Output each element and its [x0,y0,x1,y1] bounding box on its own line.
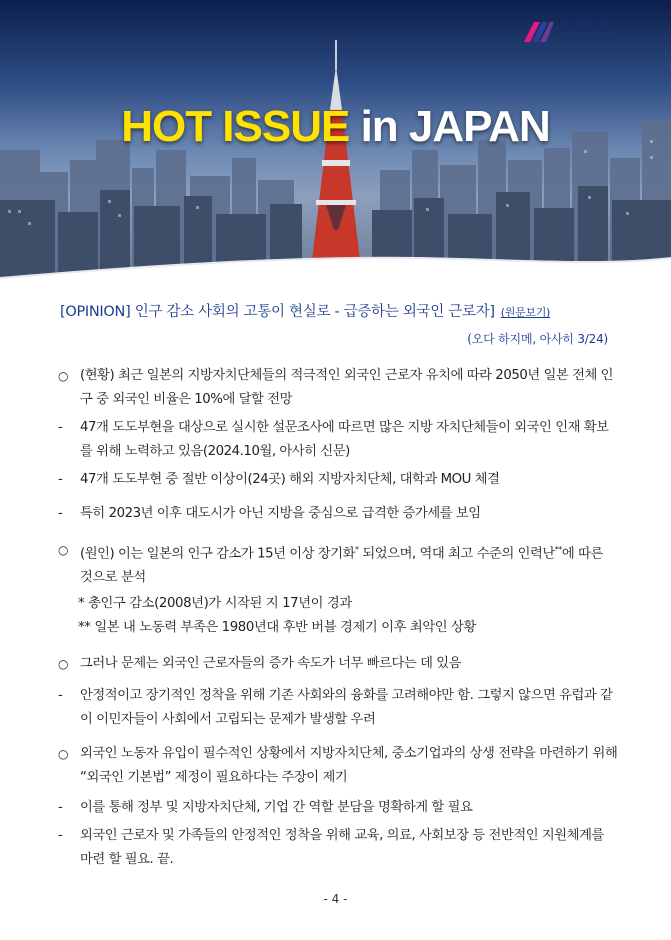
headline-text: [OPINION] 인구 감소 사회의 고통이 현실로 - 급증하는 외국인 근로자] [60,304,495,320]
paragraph-cause [58,538,618,590]
bullet-circle: ○ [58,747,69,761]
cause-text-1: (원인) 이는 일본의 인구 감소가 15년 이상 장기화 [80,546,356,562]
bullet-dash: - [58,420,63,435]
cause-text-2: 되었으며, 역대 최고 수준의 인력난 [358,546,555,562]
footnote-mark-2: ** [554,545,562,554]
footnote-1: * 총인구 감소(2008년)가 시작된 지 17년이 경과 [78,596,352,611]
banner-wave-divider [0,244,671,282]
detail-text: 47개 도도부현 중 절반 이상이(24곳) 해외 지방자치단체, 대학과 MOU 체결 [80,472,500,487]
banner-title [0,102,671,152]
detail-support [58,824,618,872]
bullet-dash: - [58,472,63,487]
paragraph-status [58,364,618,412]
bullet-circle: ○ [58,369,69,383]
logo-text: KITA [560,18,612,34]
bullet-dash: - [58,800,63,815]
page-number: - 4 - [323,892,348,906]
bullet-dash: - [58,506,63,521]
bullet-dash: - [58,688,63,703]
logo-url: www.tradeKorea.com [560,36,618,42]
detail-text: 이를 통해 정부 및 지방자치단체, 기업 간 역할 분담을 명확하게 할 필요 [80,800,473,815]
detail-text: 47개 도도부현을 대상으로 실시한 설문조사에 따르면 많은 지방 자치단체들이 외국인 인재 확보를 위해 노력하고 있음(2024.10월, 아사히 신문) [80,420,609,459]
article-source: (오다 하지메, 아사히 3/24) [467,332,608,346]
cause-text-3: 에 따른 것으로 분석 [80,546,603,586]
original-article-link[interactable]: (원문보기) [500,306,551,319]
paragraph-text: 그러나 문제는 외국인 근로자들의 증가 속도가 너무 빠르다는 데 있음 [80,656,462,671]
detail-roles [58,796,618,820]
banner-title-rest: in JAPAN [360,102,550,151]
paragraph-text [58,538,618,590]
detail-text: 안정적이고 장기적인 정착을 위해 기존 사회와의 융화를 고려해야만 함. 그렇지 않으면 유럽과 같이 이민자들이 사회에서 고립되는 문제가 발생할 우려 [80,688,613,727]
bullet-circle: ○ [58,543,69,557]
detail-text: 외국인 근로자 및 가족들의 안정적인 정착을 위해 교육, 의료, 사회보장 등 전반적인 지원체계를 마련 할 필요. 끝. [80,828,604,867]
detail-integration [58,684,618,732]
article-headline [60,300,660,321]
paragraph-text: (현황) 최근 일본의 지방자치단체들의 적극적인 외국인 근로자 유치에 따라 2050년 일본 전체 인구 중 외국인 비율은 10%에 달할 전망 [80,368,614,407]
header-banner [0,0,671,282]
banner-title-highlight: HOT ISSUE [121,102,350,151]
paragraph-problem [58,652,618,676]
paragraph-proposal [58,742,618,790]
footnote-2: ** 일본 내 노동력 부족은 1980년대 후반 버블 경제기 이후 최악인 상황 [78,620,476,635]
bullet-dash: - [58,828,63,843]
kita-logo-icon [520,16,554,44]
kita-logo [520,14,645,50]
detail-survey [58,416,618,464]
paragraph-text: 외국인 노동자 유입이 필수적인 상황에서 지방자치단체, 중소기업과의 상생 전략을 마련하기 위해 “외국인 기본법” 제정이 필요하다는 주장이 제기 [80,746,618,785]
detail-trend [58,502,618,526]
bullet-circle: ○ [58,657,69,671]
detail-text: 특히 2023년 이후 대도시가 아닌 지방을 중심으로 급격한 증가세를 보임 [80,506,481,521]
footnote-mark-1: * [355,545,359,554]
detail-mou [58,468,618,492]
